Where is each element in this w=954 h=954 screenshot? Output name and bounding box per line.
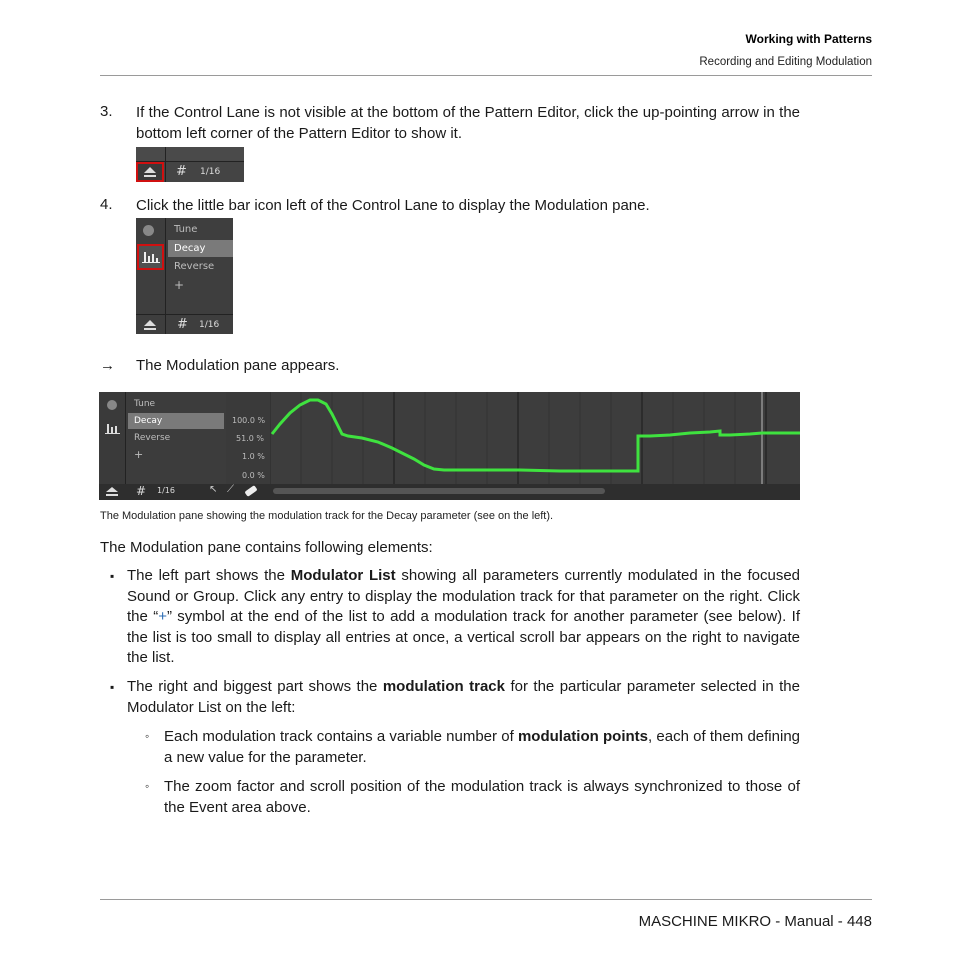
sound-icon[interactable] xyxy=(107,400,117,410)
show-control-lane-button[interactable] xyxy=(136,162,164,182)
scale-label-1: 1.0 % xyxy=(242,452,265,461)
bullet-modulation-track: The right and biggest part shows the modulation track for the particular parameter selected in the Modulator List on the left: xyxy=(127,678,800,716)
modulator-item-tune[interactable]: Tune xyxy=(134,399,156,409)
modulator-item-decay-selected[interactable] xyxy=(168,240,233,257)
grid-icon[interactable]: # xyxy=(176,164,187,179)
control-lane-footer-screenshot xyxy=(136,147,244,182)
scale-label-0: 0.0 % xyxy=(242,471,265,480)
eject-arrow-icon[interactable] xyxy=(144,320,156,326)
intro-text: The Modulation pane contains following elements: xyxy=(100,539,433,556)
modulation-track[interactable] xyxy=(270,392,800,484)
modulator-item-reverse[interactable]: Reverse xyxy=(174,261,215,272)
bar-graph-icon xyxy=(139,246,162,268)
sound-icon[interactable] xyxy=(143,225,154,236)
bullet-modulator-list: The left part shows the Modulator List showing all parameters currently modulated in the focused Sound or Group. Click any entry to display the modulation track for that parameter on the right. Click the “+” symbol at the end of the list to add a modulation track for another parameter (see below). If the list is too small to display all entries at once, a vertical scroll bar appears on the right to navigate the list. xyxy=(127,567,800,666)
modulator-item-decay-selected[interactable] xyxy=(128,413,224,429)
add-modulation-plus[interactable]: + xyxy=(134,448,144,461)
modulation-pane-screenshot xyxy=(99,392,800,500)
modulator-list-screenshot xyxy=(136,218,233,334)
modulator-item-decay: Decay xyxy=(134,416,163,426)
eject-arrow-icon[interactable] xyxy=(106,487,118,492)
figure-caption: The Modulation pane showing the modulation track for the Decay parameter (see on the left). xyxy=(100,510,554,522)
select-tool-icon[interactable]: ↖ xyxy=(209,484,218,495)
modulator-item-tune[interactable]: Tune xyxy=(174,224,198,235)
step-size-label[interactable]: 1/16 xyxy=(200,167,221,177)
step-text-3: If the Control Lane is not visible at the bottom of the Pattern Editor, click the up-pointing arrow in the bottom left corner of the Pattern Editor to show it. xyxy=(136,104,800,142)
step-number-3: 3. xyxy=(100,103,113,120)
header-rule xyxy=(100,75,872,76)
modulation-pane-button[interactable] xyxy=(137,244,164,270)
modulator-item-reverse[interactable]: Reverse xyxy=(134,433,171,443)
scale-label-51: 51.0 % xyxy=(236,434,264,443)
result-arrow: → xyxy=(100,357,115,374)
subbullet-marker: ◦ xyxy=(145,729,150,743)
running-header-title: Working with Patterns xyxy=(745,32,872,46)
bullet-marker: ▪ xyxy=(110,680,115,694)
draw-tool-icon[interactable]: ⟋ xyxy=(227,484,234,495)
horizontal-scrollbar[interactable] xyxy=(273,488,605,494)
step-text-4: Click the little bar icon left of the Control Lane to display the Modulation pane. xyxy=(136,197,650,214)
result-text: The Modulation pane appears. xyxy=(136,357,340,374)
add-modulation-plus[interactable]: + xyxy=(174,278,185,292)
running-header-subtitle: Recording and Editing Modulation xyxy=(699,56,872,68)
bar-graph-icon[interactable] xyxy=(105,422,121,436)
bullet-marker: ▪ xyxy=(110,569,115,583)
step-size-label[interactable]: 1/16 xyxy=(199,320,220,330)
modulator-item-decay: Decay xyxy=(174,243,206,254)
eject-arrow-icon xyxy=(144,167,156,173)
subbullet-modulation-points: Each modulation track contains a variable number of modulation points, each of them defining a new value for the parameter. xyxy=(164,728,801,766)
grid-icon[interactable]: # xyxy=(136,484,147,498)
subbullet-marker: ◦ xyxy=(145,779,150,793)
step-number-4: 4. xyxy=(100,196,113,213)
subbullet-zoom-sync: The zoom factor and scroll position of the modulation track is always synchronized to those of the Event area above. xyxy=(164,778,800,816)
step-size-label[interactable]: 1/16 xyxy=(157,486,175,495)
footer-rule xyxy=(100,899,872,900)
scale-label-100: 100.0 % xyxy=(232,416,266,425)
page-footer: MASCHINE MIKRO - Manual - 448 xyxy=(638,913,872,930)
grid-icon[interactable]: # xyxy=(177,317,188,332)
